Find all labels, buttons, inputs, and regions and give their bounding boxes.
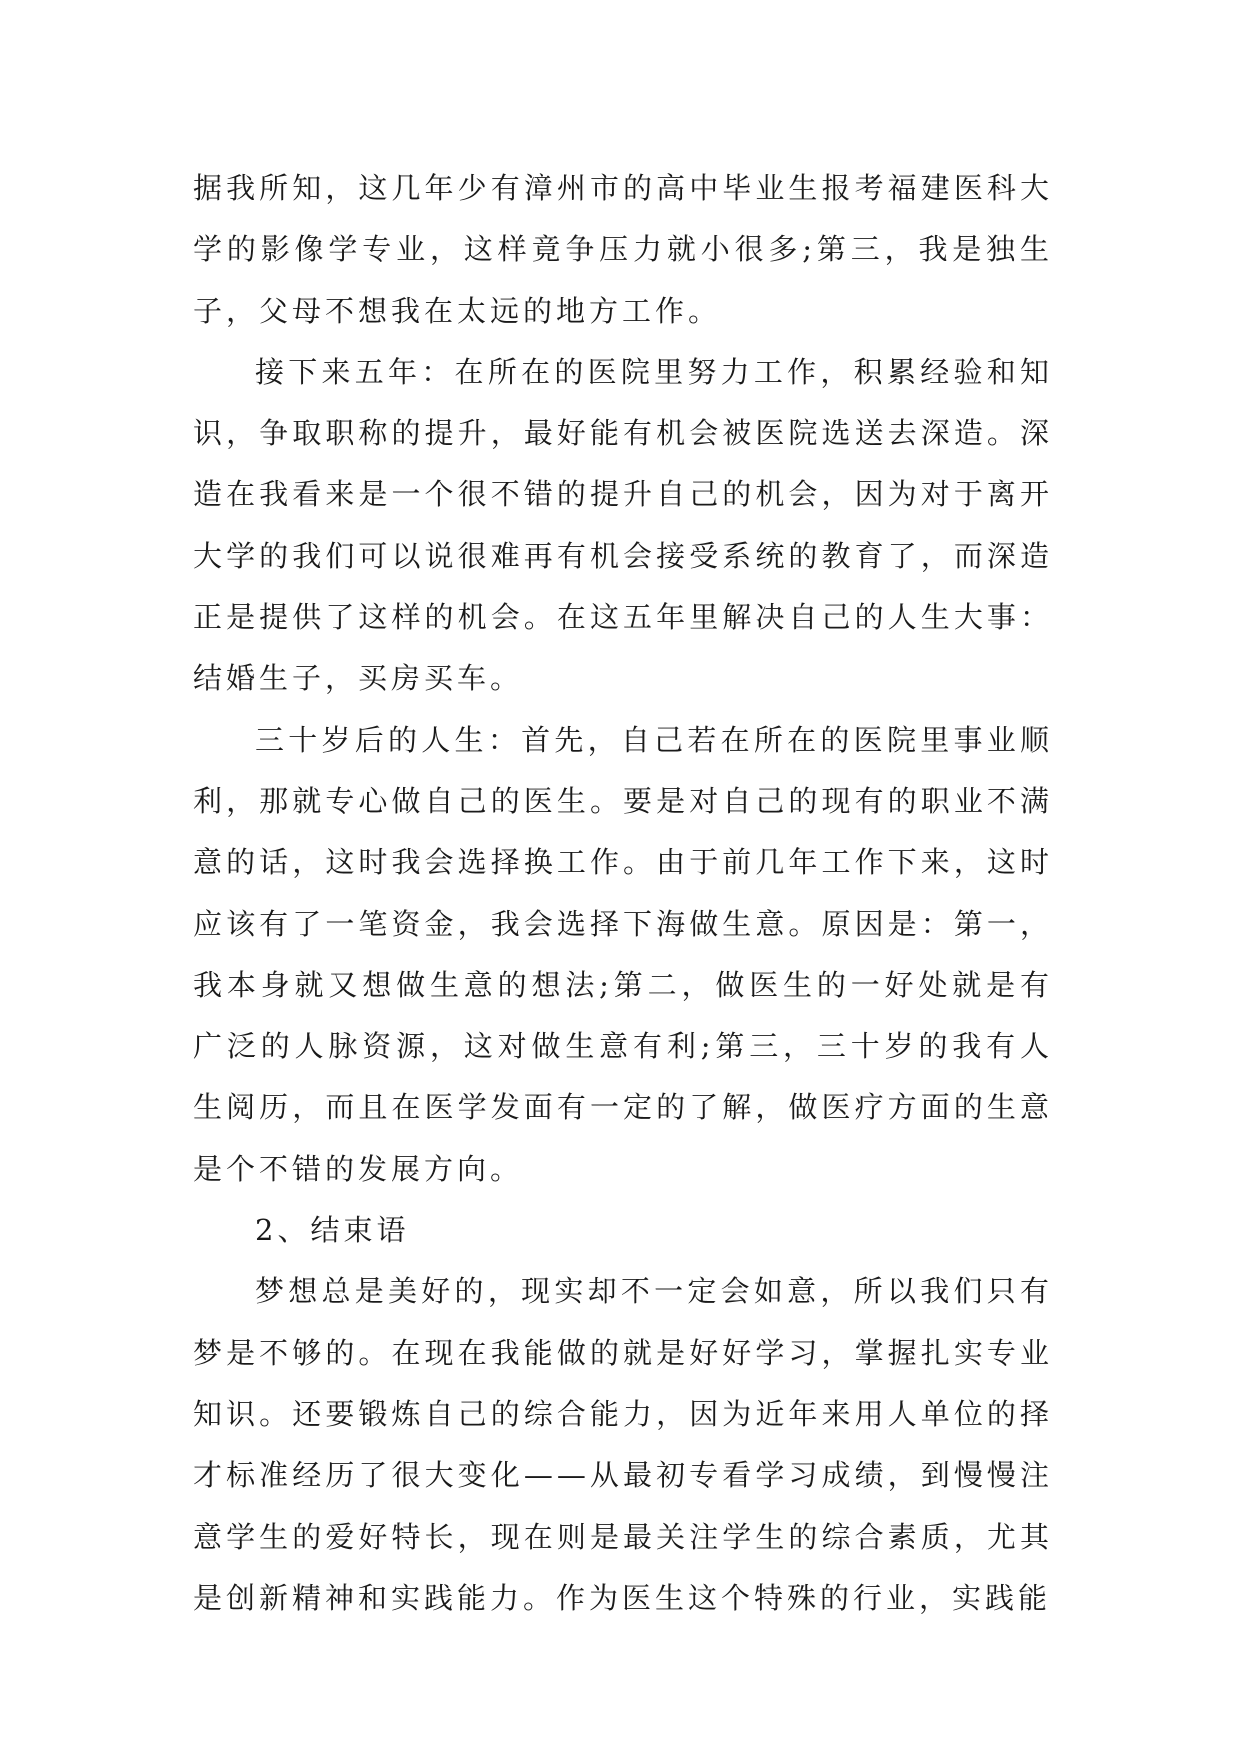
document-body (193, 158, 1053, 1629)
paragraph-next-five-years: 接下来五年：在所在的医院里努力工作，积累经验和知识，争取职称的提升，最好能有机会被医院选送去深造。深造在我看来是一个很不错的提升自己的机会，因为对于离开大学的我们可以说很难再有机会接受系统的教育了，而深造正是提供了这样的机会。在这五年里解决自己的人生大事：结婚生子，买房买车。 (193, 354, 1053, 696)
section-heading: 2、结束语 (255, 1213, 410, 1248)
paragraph-continuation: 据我所知，这几年少有漳州市的高中毕业生报考福建医科大学的影像学专业，这样竟争压力就小很多;第三，我是独生子，父母不想我在太远的地方工作。 (193, 171, 1053, 328)
paragraph-closing: 梦想总是美好的，现实却不一定会如意，所以我们只有梦是不够的。在现在我能做的就是好好学习，掌握扎实专业知识。还要锻炼自己的综合能力，因为近年来用人单位的择才标准经历了很大变化——从最初专看学习成绩，到慢慢注意学生的爱好特长，现在则是最关注学生的综合素质，尤其是创新精神和实践能力。作为医生这个特殊的行业，实践能 (193, 1274, 1053, 1615)
paragraph-after-thirty: 三十岁后的人生：首先，自己若在所在的医院里事业顺利，那就专心做自己的医生。要是对自己的现有的职业不满意的话，这时我会选择换工作。由于前几年工作下来，这时应该有了一笔资金，我会选择下海做生意。原因是：第一，我本身就又想做生意的想法;第二，做医生的一好处就是有广泛的人脉资源，这对做生意有利;第三，三十岁的我有人生阅历，而且在医学发面有一定的了解，做医疗方面的生意是个不错的发展方向。 (193, 722, 1053, 1186)
